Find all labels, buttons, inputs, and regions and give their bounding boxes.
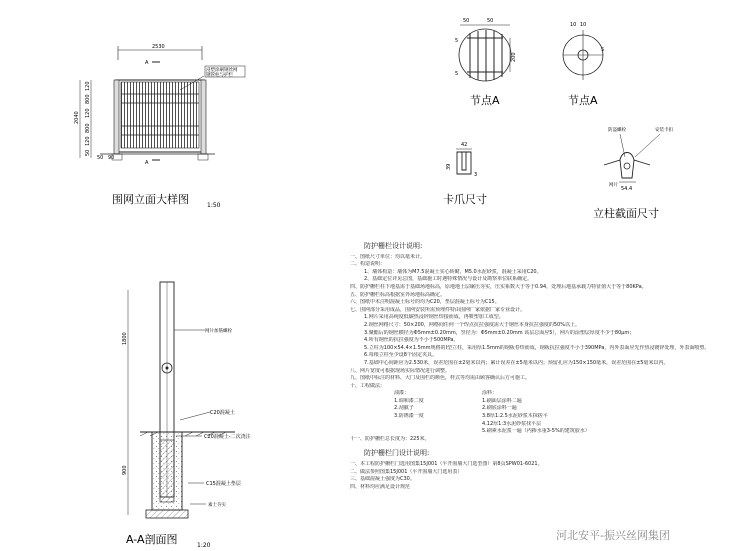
length-line: 十一、防护栅栏总长度为：225米。 bbox=[350, 435, 430, 442]
section-label-3: C20混凝土-二次浇注 bbox=[204, 434, 251, 440]
clip-detail bbox=[446, 142, 477, 178]
work-right: 2.刷底涂料一遍 bbox=[482, 405, 517, 412]
side-dim-1: 120 bbox=[85, 81, 91, 91]
work-row bbox=[350, 413, 742, 421]
node-a-mesh-detail bbox=[455, 18, 517, 81]
notes-line: 九、图纸中标注的材料、大门及围栏的颜色，样式等均需由顾客确认后方可施工。 bbox=[350, 375, 531, 382]
node-a2-dim-3: 5 bbox=[601, 47, 605, 53]
side-dim-2: 800 bbox=[85, 94, 91, 104]
notes-line: 八、网片宽度可根据现场实际情况进行调整。 bbox=[350, 367, 451, 374]
work-left: 1.调和漆二度 bbox=[394, 397, 424, 404]
notes-line: 七、围网部分采用成品，围网安装所需预埋件特由围网厂家依据厂家专业设计。 bbox=[350, 306, 526, 313]
notes-line: 六、图纸中未注明混凝土标号的均为C20，垫层混凝土标号为C15。 bbox=[350, 299, 500, 306]
work-left: 3.防锈漆一度 bbox=[394, 413, 424, 420]
notes-line: 2、基础定位详见总图，基础施工时遇特殊情况与设计及勘察单位联系确定。 bbox=[364, 276, 533, 283]
elevation-drawing bbox=[74, 44, 245, 166]
work-row bbox=[350, 421, 742, 429]
work-row bbox=[350, 390, 742, 398]
elevation-label-1: 浸塑涂刷钢丝网 bbox=[206, 68, 238, 73]
notes-line: 2.钢丝网格尺寸：50×200，网格间任何一个焊点抗拉强度需大于钢丝本身抗拉强度的50%以上。 bbox=[364, 321, 580, 328]
node-a1-dim-2: 50 bbox=[487, 18, 494, 24]
work-row bbox=[350, 428, 742, 436]
notes-line: 二、构造说明： bbox=[350, 261, 386, 268]
notes-line: 1.网片采用高纯度低碳热浸锌钢丝焊接而成，再喷塑加工成型。 bbox=[364, 314, 504, 321]
gate-line: 三、基础混凝土强度为C30。 bbox=[350, 476, 415, 483]
notes-line: 3.聚酯后的钢丝横径为Φ5mm±0.20mm，竖径为：Φ5mm±0.20mm 该层总面应5），网片的涂塑层厚度不少于80μm； bbox=[364, 329, 635, 336]
elevation-label-2: 钢管柱与护栏 bbox=[206, 73, 233, 78]
node-a2-title: 节点A bbox=[568, 94, 598, 107]
notes-line: 5.立柱为100×54.4×1.5mm规格的Ⅰ型立柱，采用厚1.5mm的钢板卷焊而成，钢板抗拉强度不小于390MPa，内外表面应先作热浸镀锌处理，外表面喷塑。 bbox=[364, 344, 710, 351]
node-a1-title: 节点A bbox=[470, 94, 500, 107]
work-right: 1.刷面层涂料二遍 bbox=[482, 397, 522, 404]
work-right: 4.12厚1:3水泥砂浆找平层 bbox=[482, 420, 542, 427]
clip-dim-3: 3 bbox=[474, 172, 478, 178]
notes-line: 一、图纸尺寸单位：均以毫米计。 bbox=[350, 253, 426, 260]
notes-line: 十、工程做法： bbox=[350, 382, 386, 389]
bottom-dim-2: 90 bbox=[108, 155, 115, 161]
post-section-detail bbox=[604, 126, 673, 192]
section-label-5: 素土夯实 bbox=[208, 503, 226, 508]
section-scale: 1:20 bbox=[197, 542, 211, 549]
clip-dim-2: 39 bbox=[446, 163, 452, 170]
section-title: A-A剖面图 bbox=[126, 533, 178, 546]
work-left: 2.刮腻子 bbox=[394, 405, 414, 412]
work-right: 3.8厚1:2.5水泥砂浆木抹搓平 bbox=[482, 413, 548, 420]
side-dim-6: 50 bbox=[85, 149, 91, 156]
gate-notes-title: 防护栅栏门设计说明: bbox=[364, 449, 430, 458]
clip-title: 卡爪尺寸 bbox=[443, 193, 487, 206]
node-a1-dim-4: 5 bbox=[455, 71, 459, 77]
section-side-dim-2: 900 bbox=[122, 465, 128, 475]
section-label-4: C15混凝土垫层 bbox=[206, 481, 241, 487]
elevation-width-dim: 2530 bbox=[152, 44, 165, 50]
node-a2-dim-1: 10 bbox=[570, 22, 577, 28]
work-row bbox=[350, 405, 742, 413]
work-left: 油漆： bbox=[394, 390, 410, 397]
side-dim-3: 120 bbox=[85, 108, 91, 118]
post-dim-1: 54.4 bbox=[621, 186, 633, 192]
post-label-1: 防盗螺栓 bbox=[608, 128, 626, 133]
notes-line: 6.每根立柱至少设8个固定夹具。 bbox=[364, 352, 437, 359]
elevation-title: 围网立面大样图 bbox=[112, 193, 189, 206]
notes-title: 防护栅栏设计说明: bbox=[364, 242, 423, 250]
notes-line: 1、墙体构造：墙体为M7.5混凝土实心砖砌，M5.0水泥砂浆，混凝土采用C20。 bbox=[364, 268, 542, 275]
work-row bbox=[350, 398, 742, 406]
gate-line: 二、做法参照图集15J001（平开围墙大门选用表） bbox=[350, 468, 463, 475]
post-label-3: 网片 bbox=[609, 183, 618, 188]
node-a-round-detail bbox=[563, 22, 604, 80]
notes-line: 7.基础中心间距应为2.530米，误差范围在±2毫米以内；累计误差在±5毫米以内；预留孔应为150×150毫米，误差范围在±5毫米以内。 bbox=[364, 359, 669, 366]
design-notes bbox=[350, 243, 742, 491]
notes-line: 4.所有钢丝的抗拉强度为不小于500MPa。 bbox=[364, 337, 459, 344]
node-a1-dim-5: 200 bbox=[511, 52, 517, 62]
elevation-height-dim: 2040 bbox=[74, 111, 80, 124]
watermark: 河北安平-振兴丝网集团 bbox=[556, 529, 670, 542]
notes-line: 四、防护栅栏柱下地基需于基础场地标高，原地地土层碾压夯实，压实系数大于等于0.94，处理后地基承载力特征值大于等于80KPa。 bbox=[350, 283, 647, 290]
section-mark-top: A bbox=[145, 60, 149, 66]
work-right: 涂料： bbox=[482, 390, 498, 397]
section-side-dim-1: 1800 bbox=[122, 332, 128, 345]
elevation-scale: 1:50 bbox=[207, 202, 221, 209]
node-a1-dim-1: 50 bbox=[463, 18, 470, 24]
gate-line: 一、本工程防护栅栏门选用图集15J001（平开围墙大门选型图）第8页SPW01-6021。 bbox=[350, 461, 543, 468]
section-label-1: 网片加筋螺栓 bbox=[205, 329, 232, 334]
side-dim-4: 800 bbox=[85, 123, 91, 133]
notes-line: 五、防护栅栏标高根据室外场地标高确定。 bbox=[350, 291, 446, 298]
section-mark-bottom: A bbox=[145, 160, 149, 166]
bottom-dim-1: 50 bbox=[97, 155, 104, 161]
post-title: 立柱截面尺寸 bbox=[593, 207, 659, 220]
node-a2-dim-2: 10 bbox=[580, 22, 587, 28]
section-aa-drawing bbox=[122, 282, 251, 518]
work-right: 5.刷素水泥浆一遍（内掺水重3-5%的建筑胶水） bbox=[482, 428, 590, 435]
side-dim-5: 120 bbox=[85, 136, 91, 146]
gate-line: 四、材料均应满足设计规范 bbox=[350, 483, 411, 490]
node-a1-dim-3: 5 bbox=[455, 38, 459, 44]
clip-dim-1: 42 bbox=[461, 142, 468, 148]
post-label-2: 安装卡扣 bbox=[655, 128, 673, 133]
section-label-2: C20混凝土 bbox=[210, 410, 235, 416]
